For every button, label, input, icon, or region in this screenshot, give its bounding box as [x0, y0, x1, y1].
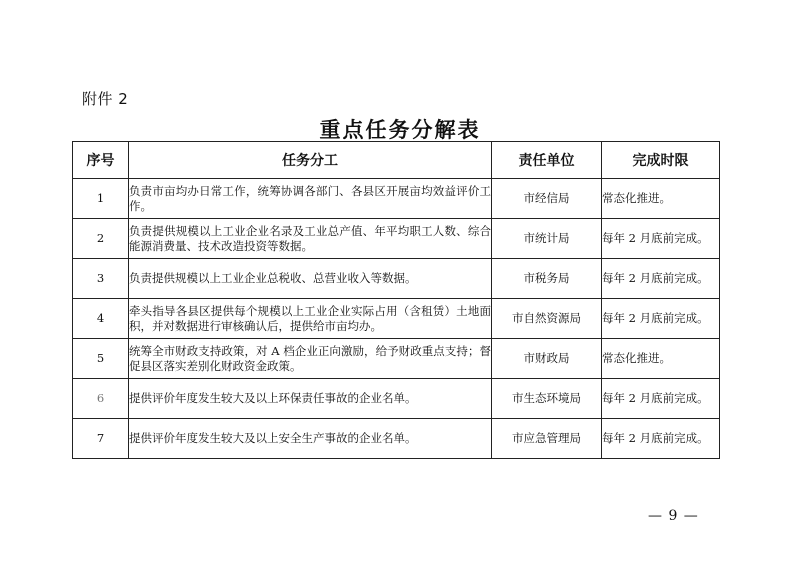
row-no: 3: [73, 259, 129, 299]
page-number: — 9 —: [648, 508, 699, 524]
table-row: [73, 179, 720, 219]
row-no: 5: [73, 339, 129, 379]
row-no: 7: [73, 419, 129, 459]
row-task: 统筹全市财政支持政策，对 A 档企业正向激励，给予财政重点支持；督促县区落实差别化财政资金政策。: [129, 339, 492, 379]
table-row: [73, 379, 720, 419]
row-no: 1: [73, 179, 129, 219]
attachment-label: 附件 2: [82, 90, 129, 108]
header-dept: 责任单位: [492, 142, 602, 179]
row-dept: 市税务局: [492, 259, 602, 299]
row-time: 每年 2 月底前完成。: [602, 219, 720, 259]
row-task: 提供评价年度发生较大及以上环保责任事故的企业名单。: [129, 379, 492, 419]
row-dept: 市生态环境局: [492, 379, 602, 419]
task-breakdown-table: [72, 141, 720, 459]
table-row: [73, 219, 720, 259]
document-title: 重点任务分解表: [319, 117, 481, 142]
row-task: 负责提供规模以上工业企业名录及工业总产值、年平均职工人数、综合能源消费量、技术改造投资等数据。: [129, 219, 492, 259]
table-header-row: [73, 142, 720, 179]
row-task: 负责提供规模以上工业企业总税收、总营业收入等数据。: [129, 259, 492, 299]
row-dept: 市统计局: [492, 219, 602, 259]
header-no: 序号: [73, 142, 129, 179]
row-time: 每年 2 月底前完成。: [602, 379, 720, 419]
row-dept: 市经信局: [492, 179, 602, 219]
row-no: 2: [73, 219, 129, 259]
row-dept: 市自然资源局: [492, 299, 602, 339]
table-row: [73, 299, 720, 339]
row-time: 每年 2 月底前完成。: [602, 259, 720, 299]
row-task: 牵头指导各县区提供每个规模以上工业企业实际占用（含租赁）土地面积，并对数据进行审核确认后，提供给市亩均办。: [129, 299, 492, 339]
row-dept: 市应急管理局: [492, 419, 602, 459]
row-no: 6: [73, 379, 129, 419]
row-task: 提供评价年度发生较大及以上安全生产事故的企业名单。: [129, 419, 492, 459]
row-time: 常态化推进。: [602, 339, 720, 379]
row-time: 每年 2 月底前完成。: [602, 299, 720, 339]
row-no: 4: [73, 299, 129, 339]
table-row: [73, 419, 720, 459]
row-time: 常态化推进。: [602, 179, 720, 219]
row-time: 每年 2 月底前完成。: [602, 419, 720, 459]
table-row: [73, 259, 720, 299]
row-dept: 市财政局: [492, 339, 602, 379]
header-time: 完成时限: [602, 142, 720, 179]
header-task: 任务分工: [129, 142, 492, 179]
row-task: 负责市亩均办日常工作，统筹协调各部门、各县区开展亩均效益评价工作。: [129, 179, 492, 219]
table-row: [73, 339, 720, 379]
